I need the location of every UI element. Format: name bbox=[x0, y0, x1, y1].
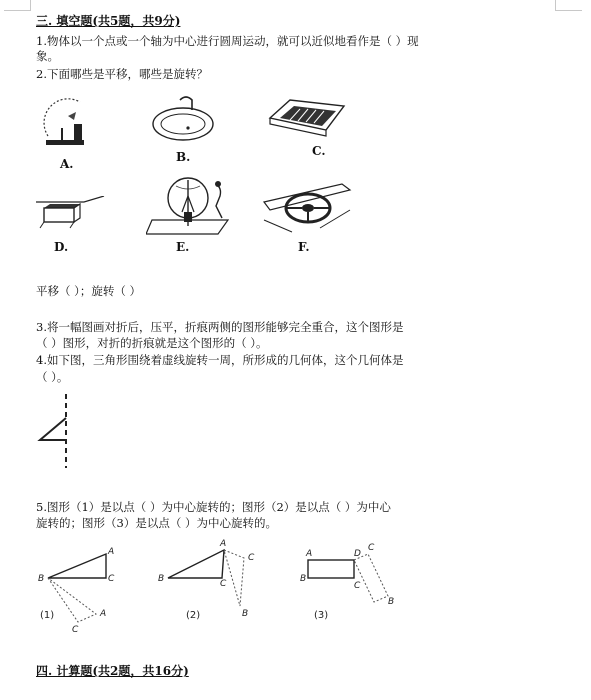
fig2-point-b: B bbox=[158, 574, 165, 584]
fig2-point-c2: C bbox=[248, 553, 255, 563]
question-1-line1: 1.物体以一个点或一个轴为中心进行圆周运动，就可以近似地看作是（ ）现 bbox=[36, 34, 419, 48]
fig3-point-b: B bbox=[300, 574, 307, 584]
section3-title: 三. 填空题(共5题，共9分) bbox=[36, 14, 181, 28]
question-2: 2.下面哪些是平移，哪些是旋转？ bbox=[36, 67, 208, 81]
question-3-line2: （ ）图形，对折的折痕就是这个图形的（ ）。 bbox=[36, 336, 268, 350]
fig2-point-b2: B bbox=[242, 609, 249, 619]
fig2-point-a: A bbox=[220, 539, 227, 549]
question-2-answer: 平移（ ）；旋转（ ） bbox=[36, 284, 142, 298]
picture-c-keyboard bbox=[266, 96, 346, 138]
fig3-point-d: D bbox=[354, 549, 361, 559]
section4-title: 四. 计算题(共2题，共16分) bbox=[36, 664, 189, 678]
fig3-point-c2: C bbox=[354, 581, 361, 591]
question-4-line1: 4.如下图，三角形围绕着虚线旋转一周，所形成的几何体，这个几何体是 bbox=[36, 353, 404, 367]
fig3-point-c: C bbox=[368, 543, 375, 553]
fig2-number: (2) bbox=[186, 610, 201, 621]
fig3-point-b2: B bbox=[388, 597, 395, 607]
question-4-line2: （ ）。 bbox=[36, 370, 69, 384]
question-1-line2: 象。 bbox=[36, 49, 59, 63]
rotation-figure-3 bbox=[298, 540, 408, 628]
question-5-line1: 5.图形（1）是以点（ ）为中心旋转的；图形（2）是以点（ ）为中心 bbox=[36, 500, 391, 514]
label-d: D. bbox=[54, 240, 69, 254]
triangle-rotation-figure bbox=[36, 392, 76, 470]
fig3-number: (3) bbox=[314, 610, 329, 621]
label-e: E. bbox=[176, 240, 190, 254]
label-c: C. bbox=[312, 144, 326, 158]
fig3-point-a: A bbox=[306, 549, 313, 559]
fig1-point-a: A bbox=[108, 547, 115, 557]
corner-mark-left bbox=[4, 0, 31, 11]
fig1-number: (1) bbox=[40, 610, 55, 621]
picture-f-steering-wheel bbox=[262, 180, 354, 236]
rotation-figure-2 bbox=[156, 536, 266, 628]
fig1-point-b: B bbox=[38, 574, 45, 584]
label-f: F. bbox=[298, 240, 310, 254]
picture-e-globe bbox=[146, 176, 238, 238]
fig1-point-a2: A bbox=[100, 609, 107, 619]
corner-mark-right bbox=[555, 0, 582, 11]
picture-d-drawer bbox=[34, 196, 106, 236]
picture-b-sink bbox=[150, 92, 216, 144]
fig1-point-c: C bbox=[108, 574, 115, 584]
rotation-figure-1 bbox=[34, 540, 134, 636]
fig2-point-c: C bbox=[220, 579, 227, 589]
question-3-line1: 3.将一幅图画对折后，压平，折痕两侧的图形能够完全重合，这个图形是 bbox=[36, 320, 404, 334]
label-b: B. bbox=[176, 150, 191, 164]
question-5-line2: 旋转的；图形（3）是以点（ ）为中心旋转的。 bbox=[36, 516, 277, 530]
picture-a-swing bbox=[40, 96, 90, 148]
label-a: A. bbox=[60, 157, 74, 171]
fig1-point-c2: C bbox=[72, 625, 79, 635]
